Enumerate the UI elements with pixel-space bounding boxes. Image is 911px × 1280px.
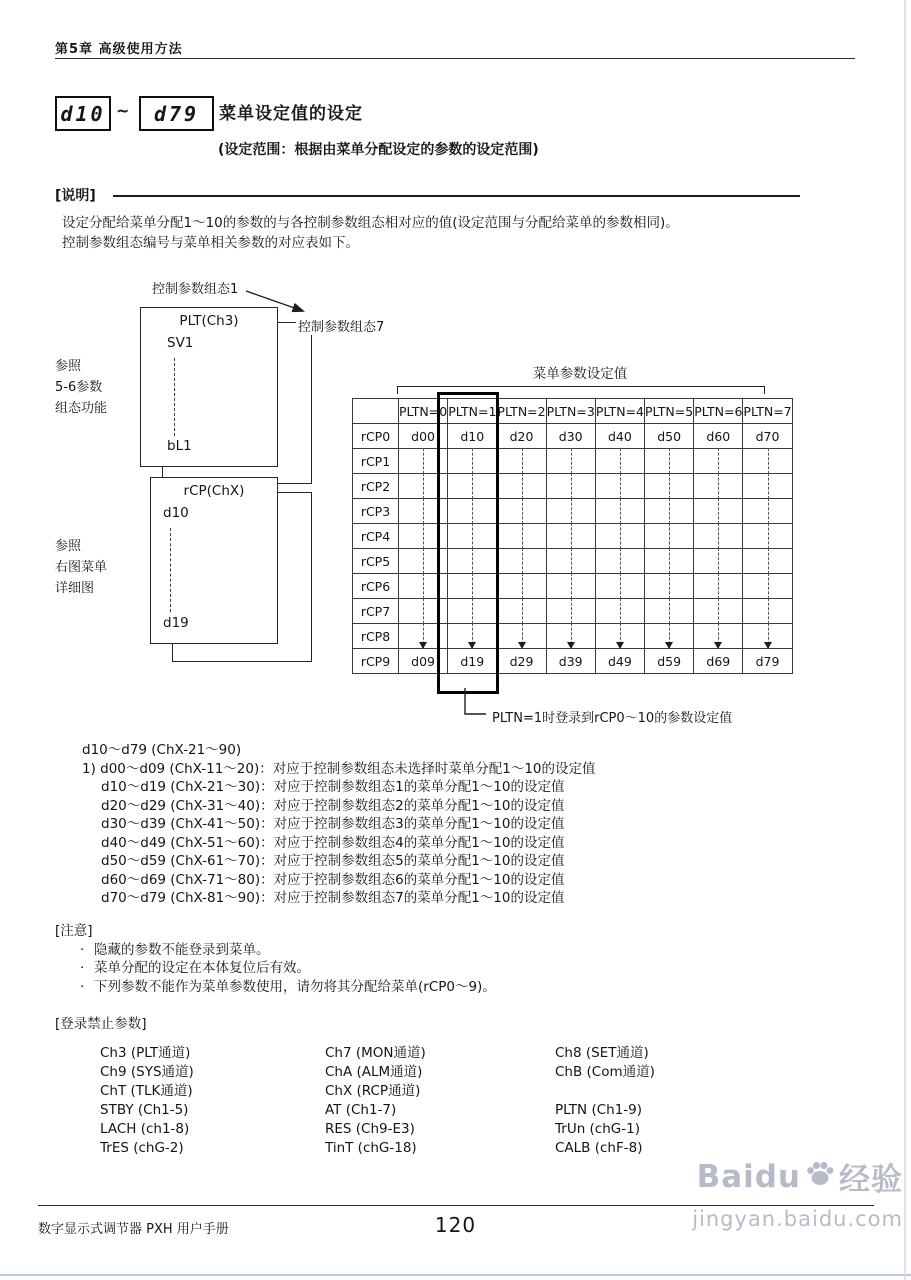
watermark-url: jingyan.baidu.com xyxy=(692,1207,903,1231)
dash-cell xyxy=(645,524,694,549)
page-number: 120 xyxy=(434,1213,477,1237)
value-cell: d60 xyxy=(694,424,743,449)
dash-cell xyxy=(448,574,497,599)
value-cell: d59 xyxy=(645,649,694,674)
plt-box-ellipsis-line xyxy=(174,358,175,436)
dash-arrow-cell xyxy=(546,624,595,649)
value-cell: d50 xyxy=(645,424,694,449)
col-header: PLTN=2 xyxy=(497,399,546,424)
dash-cell xyxy=(743,549,792,574)
dash-cell xyxy=(645,549,694,574)
value-cell: d19 xyxy=(448,649,497,674)
row-header: rCP4 xyxy=(353,524,399,549)
dash-arrow-cell xyxy=(497,624,546,649)
dash-cell xyxy=(595,449,644,474)
dash-cell xyxy=(645,599,694,624)
config7-label: 控制参数组态7 xyxy=(296,316,386,335)
forbidden-param: ChA (ALM通道) xyxy=(325,1064,423,1080)
dash-cell xyxy=(497,599,546,624)
dash-arrow-cell xyxy=(399,624,448,649)
dash-cell xyxy=(448,524,497,549)
reference-note-configuration xyxy=(55,356,107,419)
menu-parameter-table xyxy=(352,398,793,674)
dash-cell xyxy=(694,574,743,599)
baidu-watermark xyxy=(692,1154,903,1231)
col-header: PLTN=7 xyxy=(743,399,792,424)
mapping-diagram xyxy=(0,270,911,735)
table-row-rcp0 xyxy=(353,424,793,449)
dash-arrow-cell xyxy=(645,624,694,649)
dash-arrow-cell xyxy=(743,624,792,649)
dash-cell xyxy=(546,574,595,599)
dash-cell xyxy=(546,524,595,549)
dash-cell xyxy=(448,474,497,499)
dash-cell xyxy=(743,474,792,499)
bullet-icon: · xyxy=(80,941,85,958)
forbidden-param: Ch9 (SYS通道) xyxy=(100,1064,194,1080)
dash-cell xyxy=(694,549,743,574)
dash-cell xyxy=(399,499,448,524)
dash-cell xyxy=(743,574,792,599)
forbidden-parameters-section xyxy=(55,1012,855,1158)
value-cell: d09 xyxy=(399,649,448,674)
forbidden-param: ChT (TLK通道) xyxy=(100,1083,193,1099)
mapping-item: d30～d39 (ChX-41～50)：对应于控制参数组态3的菜单分配1～10的设定值 xyxy=(101,816,565,832)
forbidden-param: TrES (chG-2) xyxy=(100,1140,184,1156)
page-title: 菜单设定值的设定 xyxy=(219,104,363,124)
table-row-rcp7 xyxy=(353,599,793,624)
menu-table-title: 菜单参数设定值 xyxy=(532,366,628,382)
dash-cell xyxy=(595,599,644,624)
dash-cell xyxy=(399,524,448,549)
forbidden-param: Ch3 (PLT通道) xyxy=(100,1045,191,1061)
forbidden-param: RES (Ch9-E3) xyxy=(325,1121,415,1137)
col-header: PLTN=4 xyxy=(595,399,644,424)
explanation-line-1: 设定分配给菜单分配1～10的参数的与各控制参数组态相对应的值(设定范围与分配给菜单的参数相同)。 xyxy=(62,215,679,231)
mapping-intro: 1) d00～d09 (ChX-11～20)：对应于控制参数组态未选择时菜单分配1～10的设定值 xyxy=(82,760,596,777)
col-header: PLTN=0 xyxy=(399,399,448,424)
mapping-item: d20～d29 (ChX-31～40)：对应于控制参数组态2的菜单分配1～10的设定值 xyxy=(101,797,565,814)
dash-cell xyxy=(694,599,743,624)
dash-arrow-cell xyxy=(595,624,644,649)
caution-text: 隐藏的参数不能登录到菜单。 xyxy=(94,941,270,958)
forbidden-param: Ch7 (MON通道) xyxy=(325,1045,426,1061)
mapping-item: d70～d79 (ChX-81～90)：对应于控制参数组态7的菜单分配1～10的设定值 xyxy=(101,890,565,906)
forbidden-param: CALB (chF-8) xyxy=(555,1140,643,1156)
table-row-rcp5 xyxy=(353,549,793,574)
config1-label: 控制参数组态1 xyxy=(150,278,240,297)
watermark-brand-text: Baidu xyxy=(696,1158,801,1195)
dash-cell xyxy=(497,499,546,524)
dash-cell xyxy=(694,524,743,549)
forbidden-parameters-grid xyxy=(100,1044,855,1158)
forbidden-param: TinT (chG-18) xyxy=(325,1140,417,1156)
value-cell: d49 xyxy=(595,649,644,674)
watermark-brand-row xyxy=(692,1154,903,1199)
row-header: rCP2 xyxy=(353,474,399,499)
dash-cell xyxy=(546,474,595,499)
dash-cell xyxy=(546,499,595,524)
value-cell: d79 xyxy=(743,649,792,674)
caution-item xyxy=(80,978,835,997)
forbidden-param: ChX (RCP通道) xyxy=(325,1083,421,1099)
forbidden-param: STBY (Ch1-5) xyxy=(100,1102,189,1118)
col-header: PLTN=5 xyxy=(645,399,694,424)
caution-item xyxy=(80,959,835,978)
forbidden-param xyxy=(555,1082,795,1101)
row-header: rCP0 xyxy=(353,424,399,449)
rcp-box-first-param: d10 xyxy=(163,505,189,521)
table-row-rcp8 xyxy=(353,624,793,649)
col-header: PLTN=6 xyxy=(694,399,743,424)
dash-cell xyxy=(595,574,644,599)
chapter-heading: 第5章 高级使用方法 xyxy=(55,42,183,57)
dash-cell xyxy=(694,449,743,474)
table-row-rcp6 xyxy=(353,574,793,599)
setting-range-note: (设定范围：根据由菜单分配设定的参数的设定范围) xyxy=(218,142,539,158)
value-cell: d30 xyxy=(546,424,595,449)
dash-cell xyxy=(645,499,694,524)
bullet-icon: · xyxy=(80,978,85,995)
row-header: rCP5 xyxy=(353,549,399,574)
mapping-item: d50～d59 (ChX-61～70)：对应于控制参数组态5的菜单分配1～10的设定值 xyxy=(101,853,565,869)
ref1-line3: 组态功能 xyxy=(55,401,108,416)
dash-cell xyxy=(546,549,595,574)
ref1-line1: 参照 xyxy=(55,359,82,374)
pltn1-annotation: PLTN=1时登录到rCP0～10的参数设定值 xyxy=(492,711,733,726)
value-cell: d70 xyxy=(743,424,792,449)
dash-cell xyxy=(448,599,497,624)
value-cell: d20 xyxy=(497,424,546,449)
dash-arrow-cell xyxy=(694,624,743,649)
forbidden-param: Ch8 (SET通道) xyxy=(555,1045,649,1061)
row-header: rCP9 xyxy=(353,649,399,674)
chapter-divider xyxy=(55,58,855,59)
dash-cell xyxy=(546,599,595,624)
row-header: rCP3 xyxy=(353,499,399,524)
ref1-line2: 5-6参数 xyxy=(55,380,103,395)
tilde-separator: ~ xyxy=(116,101,130,120)
paw-icon xyxy=(804,1157,836,1197)
rcp-box-last-param: d19 xyxy=(163,615,189,631)
dash-cell xyxy=(743,449,792,474)
dash-cell xyxy=(399,449,448,474)
dash-cell xyxy=(595,549,644,574)
caution-item xyxy=(80,941,835,960)
col-header: PLTN=1 xyxy=(448,399,497,424)
table-row-rcp1 xyxy=(353,449,793,474)
seven-segment-display-d10: d10 xyxy=(55,96,111,131)
forbidden-param: LACH (ch1-8) xyxy=(100,1121,190,1137)
dash-cell xyxy=(743,599,792,624)
plt-channel-box xyxy=(140,307,278,467)
caution-label: [注意] xyxy=(55,923,93,939)
row-header: rCP7 xyxy=(353,599,399,624)
table-row-rcp2 xyxy=(353,474,793,499)
watermark-suffix-text: 经验 xyxy=(839,1162,903,1198)
dash-cell xyxy=(497,524,546,549)
forbidden-param: ChB (Com通道) xyxy=(555,1064,655,1080)
rcp-box-ellipsis-line xyxy=(170,528,171,612)
value-cell: d29 xyxy=(497,649,546,674)
row-header: rCP8 xyxy=(353,624,399,649)
explanation-paragraph xyxy=(62,213,852,253)
dash-cell xyxy=(645,474,694,499)
dash-cell xyxy=(645,574,694,599)
dash-cell xyxy=(448,499,497,524)
ref2-line2: 右图菜单 xyxy=(55,560,108,575)
reference-note-menu-detail xyxy=(55,536,107,599)
dash-arrow-cell xyxy=(448,624,497,649)
dash-cell xyxy=(497,574,546,599)
dash-cell xyxy=(595,524,644,549)
table-header-row xyxy=(353,399,793,424)
value-cell: d40 xyxy=(595,424,644,449)
dash-cell xyxy=(595,499,644,524)
mapping-heading: d10～d79 (ChX-21～90) xyxy=(82,742,242,758)
value-cell: d39 xyxy=(546,649,595,674)
caution-text: 菜单分配的设定在本体复位后有效。 xyxy=(94,960,310,976)
value-cell: d10 xyxy=(448,424,497,449)
scan-artifact-right-line xyxy=(904,0,906,1280)
mapping-item: d10～d19 (ChX-21～30)：对应于控制参数组态1的菜单分配1～10的设定值 xyxy=(101,779,565,795)
value-cell: d69 xyxy=(694,649,743,674)
dash-cell xyxy=(399,549,448,574)
plt-box-title: PLT(Ch3) xyxy=(179,313,239,329)
dash-cell xyxy=(497,449,546,474)
mapping-item: d40～d49 (ChX-51～60)：对应于控制参数组态4的菜单分配1～10的设定值 xyxy=(101,834,565,851)
forbidden-param: AT (Ch1-7) xyxy=(325,1102,397,1118)
ref2-line3: 详细图 xyxy=(55,581,95,596)
dash-cell xyxy=(694,499,743,524)
table-row-rcp3 xyxy=(353,499,793,524)
explanation-divider xyxy=(113,195,800,197)
table-row-rcp4 xyxy=(353,524,793,549)
scan-artifact-bottom-line xyxy=(0,1274,911,1276)
dash-cell xyxy=(448,449,497,474)
corner-cell xyxy=(353,399,399,424)
seven-segment-display-d79: d79 xyxy=(139,96,214,131)
menu-table-bracket xyxy=(397,386,765,394)
explanation-label: [说明] xyxy=(55,188,96,204)
dash-cell xyxy=(694,474,743,499)
dash-cell xyxy=(399,574,448,599)
dash-cell xyxy=(497,474,546,499)
table-row-rcp9 xyxy=(353,649,793,674)
plt-box-first-param: SV1 xyxy=(167,335,194,351)
value-cell: d00 xyxy=(399,424,448,449)
bullet-icon: · xyxy=(80,960,85,976)
plt-box-last-param: bL1 xyxy=(167,438,192,454)
ref2-line1: 参照 xyxy=(55,539,82,554)
forbidden-label: [登录禁止参数] xyxy=(55,1016,147,1032)
explanation-line-2: 控制参数组态编号与菜单相关参数的对应表如下。 xyxy=(62,235,359,251)
rcp-box-title: rCP(ChX) xyxy=(183,483,245,499)
dash-cell xyxy=(497,549,546,574)
dash-cell xyxy=(595,474,644,499)
forbidden-param: PLTN (Ch1-9) xyxy=(555,1102,643,1118)
dash-cell xyxy=(743,499,792,524)
row-header: rCP6 xyxy=(353,574,399,599)
forbidden-param: TrUn (chG-1) xyxy=(555,1121,640,1137)
dash-cell xyxy=(399,474,448,499)
rcp-channel-box xyxy=(150,477,278,644)
dash-cell xyxy=(399,599,448,624)
footer-manual-title: 数字显示式调节器 PXH 用户手册 xyxy=(38,1222,229,1237)
row-header: rCP1 xyxy=(353,449,399,474)
parameter-mapping-list xyxy=(82,741,842,908)
mapping-item: d60～d69 (ChX-71～80)：对应于控制参数组态6的菜单分配1～10的设定值 xyxy=(101,871,565,888)
caution-text: 下列参数不能作为菜单参数使用，请勿将其分配给菜单(rCP0～9)。 xyxy=(94,978,496,995)
dash-cell xyxy=(743,524,792,549)
dash-cell xyxy=(546,449,595,474)
dash-cell xyxy=(448,549,497,574)
col-header: PLTN=3 xyxy=(546,399,595,424)
dash-cell xyxy=(645,449,694,474)
caution-section xyxy=(55,922,835,996)
